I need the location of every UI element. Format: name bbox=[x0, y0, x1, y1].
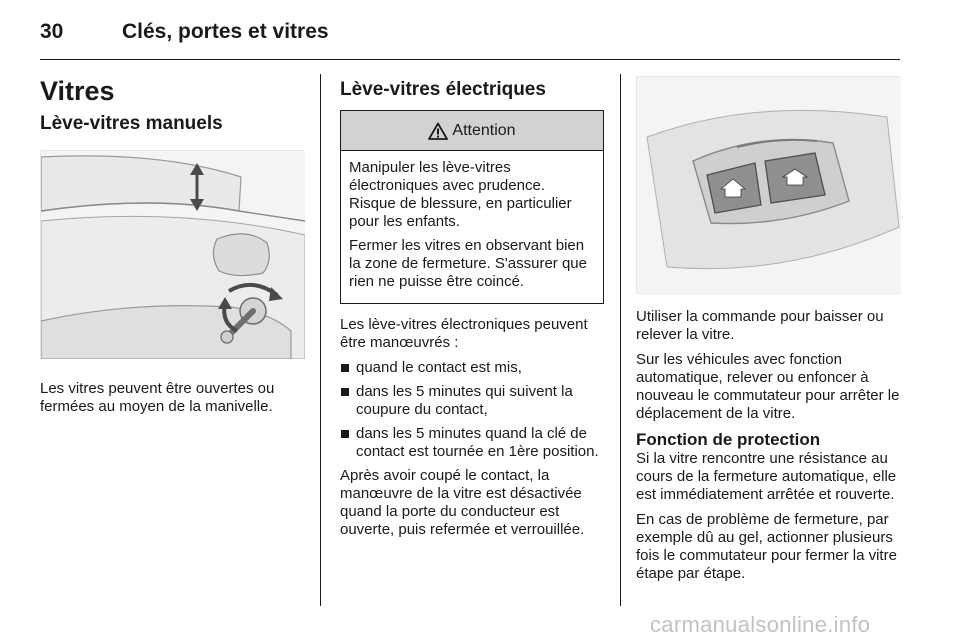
page-header bbox=[40, 20, 900, 46]
electric-closing-text: Après avoir coupé le contact, la manœuvre de la vitre est désactivée quand la porte du conducteur est ouverte, puis refermée et verrouillée. bbox=[340, 467, 585, 538]
warning-box bbox=[340, 110, 604, 304]
subsection-title-manual: Lève-vitres manuels bbox=[40, 113, 223, 134]
list-item: quand le contact est mis, bbox=[340, 359, 604, 377]
column-divider-left bbox=[320, 74, 321, 606]
auto-function-text: Sur les véhicules avec fonction automatique, relever ou enfoncer à nouveau le commutateur pour arrêter le déplacement de la vitre. bbox=[636, 351, 900, 422]
subsection-title-electric: Lève-vitres électriques bbox=[340, 79, 546, 100]
protection-heading: Fonction de protection bbox=[636, 430, 821, 449]
protection-text: Si la vitre rencontre une résistance au cours de la fermeture automatique, elle est immédiatement arrêtée et rouverte. bbox=[636, 450, 897, 503]
column-divider-right bbox=[620, 74, 621, 606]
conditions-list bbox=[340, 359, 604, 461]
warning-triangle-icon bbox=[428, 122, 448, 140]
warning-header bbox=[341, 111, 603, 151]
section-title: Vitres bbox=[40, 76, 115, 106]
warning-paragraph: Manipuler les lève-vitres électroniques avec prudence. Risque de blessure, en particulier pour les enfants. bbox=[349, 159, 572, 230]
chapter-title: Clés, portes et vitres bbox=[122, 20, 329, 43]
protection-text: En cas de problème de fermeture, par exemple dû au gel, actionner plusieurs fois le commutateur pour fermer la vitre étape par étape. bbox=[636, 511, 897, 582]
watermark: carmanualsonline.info bbox=[650, 612, 871, 637]
electric-intro-text: Les lève-vitres électroniques peuvent être manœuvrés : bbox=[340, 316, 588, 351]
list-item: dans les 5 minutes quand la clé de contact est tournée en 1ère position. bbox=[340, 425, 604, 461]
warning-body bbox=[341, 151, 603, 303]
column-manual-windows bbox=[40, 76, 308, 423]
page-number: 30 bbox=[40, 20, 64, 43]
header-rule bbox=[40, 59, 900, 60]
window-switch-illustration bbox=[636, 76, 900, 294]
manual-windows-text: Les vitres peuvent être ouvertes ou fermées au moyen de la manivelle. bbox=[40, 380, 275, 415]
column-electric-windows bbox=[340, 76, 604, 546]
door-crank-illustration bbox=[40, 150, 304, 358]
warning-paragraph: Fermer les vitres en observant bien la zone de fermeture. S'assurer que rien ne puisse être coincé. bbox=[349, 237, 587, 290]
switch-usage-text: Utiliser la commande pour baisser ou relever la vitre. bbox=[636, 308, 884, 343]
list-item: dans les 5 minutes qui suivent la coupure du contact, bbox=[340, 383, 604, 419]
column-window-switch bbox=[636, 76, 904, 590]
warning-title: Attention bbox=[452, 121, 516, 139]
